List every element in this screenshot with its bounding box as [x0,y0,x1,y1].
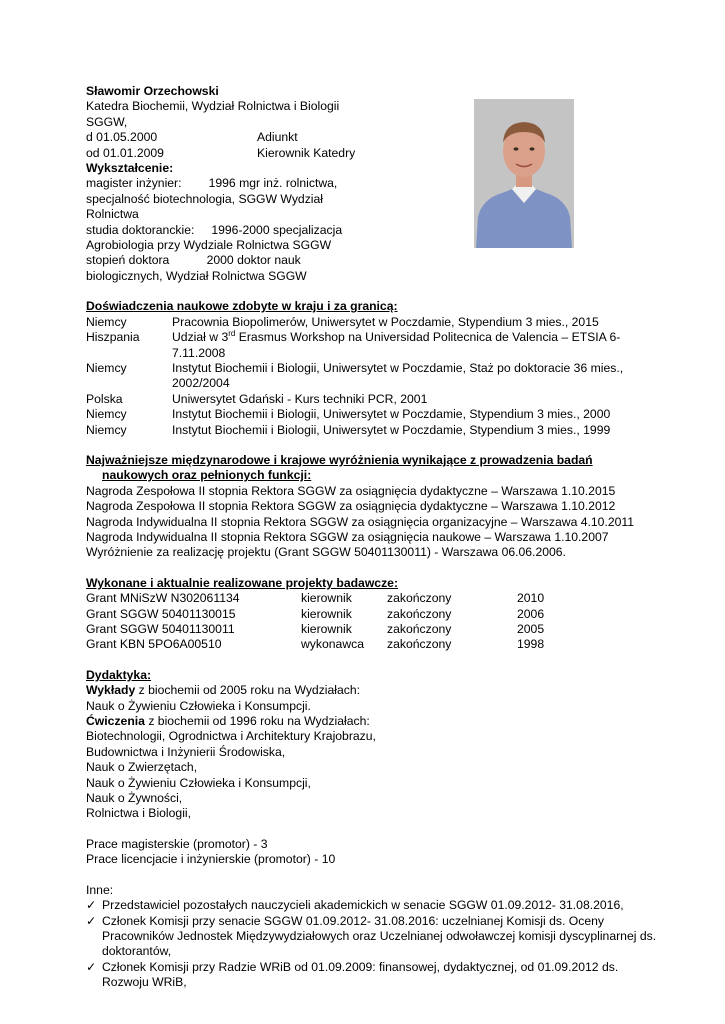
project-year: 1998 [517,637,545,652]
lectures-faculty: Nauk o Żywieniu Człowieka i Konsumpcji. [86,698,311,713]
award-item: Nagroda Indywidualna II stopnia Rektora SGGW za osiągnięcia organizacyjne – Warszawa 4.10.2011 [86,514,635,529]
exercises-faculty: Budownictwa i Inżynierii Środowiska, [86,744,286,759]
checkmark-icon: ✓ [86,959,97,974]
experience-desc: Pracownia Biopolimerów, Uniwersytet w Poczdamie, Stypendium 3 mies., 2015 [172,314,599,329]
project-grant: Grant SGGW 50401130011 [86,622,235,636]
project-status: zakończony [387,591,452,606]
project-row [86,637,661,652]
education-line: Agrobiologia przy Wydziale Rolnictwa SGGW [86,238,332,253]
project-status: zakończony [387,606,452,621]
project-row [86,591,661,606]
experience-row [86,423,661,438]
other-item-text: Członek Komisji przy senacie SGGW 01.09.2012- 31.08.2016: uczelnianej Komisji ds. Oceny Pracowników Jednostek Międzywydziałowych oraz Uczelnianej odwoławczej komisji dyscyplinarnej ds. doktorantów, [102,913,657,959]
education-line: stopień doktora 2000 doktor nauk [86,253,301,268]
experience-row [86,392,661,407]
experience-row [86,315,661,330]
award-item: Nagroda Zespołowa II stopnia Rektora SGGW za osiągnięcia dydaktyczne – Warszawa 1.10.2015 [86,483,616,498]
project-role: kierownik [301,606,352,621]
education-line: magister inżynier: 1996 mgr inż. rolnictwa, [86,176,338,191]
project-grant: Grant KBN 5PO6A00510 [86,637,222,652]
experience-desc: Instytut Biochemii i Biologii, Uniwersytet w Poczdamie, Staż po doktoracie 36 mies., 2002/2004 [172,360,624,391]
affiliation-line: Katedra Biochemii, Wydział Rolnictwa i Biologii [86,99,340,114]
experience-country: Niemcy [86,422,127,437]
cv-document [86,84,661,991]
other-item-text: Przedstawiciel pozostałych nauczycieli akademickich w senacie SGGW 01.09.2012- 31.08.2016, [102,898,624,913]
experience-heading: Doświadczenia naukowe zdobyte w kraju i za granicą: [86,299,398,314]
award-item: Nagroda Zespołowa II stopnia Rektora SGGW za osiągnięcia dydaktyczne – Warszawa 1.10.2012 [86,499,616,514]
exercises-faculty: Rolnictwa i Biologii, [86,806,191,821]
experience-country: Polska [86,391,123,406]
other-item [86,898,661,913]
experience-country: Niemcy [86,407,127,422]
other-item [86,960,661,991]
lectures-line: Wykłady z biochemii od 2005 roku na Wydziałach: [86,683,361,698]
awards-heading: naukowych oraz pełnionych funkcji: [102,468,312,483]
affiliation-line: SGGW, [86,114,128,129]
person-name: Sławomir Orzechowski [86,84,219,98]
exercises-faculty: Nauk o Żywności, [86,791,183,806]
exercises-faculty: Nauk o Zwierzętach, [86,760,198,775]
experience-row [86,361,661,392]
experience-desc: Udział w 3rd Erasmus Workshop na Universidad Politecnica de Valencia – ETSIA 6-7.11.2008 [172,329,621,360]
other-heading: Inne: [86,882,114,897]
experience-row [86,407,661,422]
exercises-line: Ćwiczenia z biochemii od 1996 roku na Wydziałach: [86,714,370,729]
position-title: Kierownik Katedry [257,145,356,160]
projects-heading: Wykonane i aktualnie realizowane projekty badawcze: [86,575,399,590]
education-heading: Wykształcenie: [86,161,174,176]
education-line: Rolnictwa [86,207,139,222]
experience-country: Hiszpania [86,330,140,345]
experience-country: Niemcy [86,314,127,329]
teaching-heading: Dydaktyka: [86,667,152,682]
education-line: biologicznych, Wydział Rolnictwa SGGW [86,268,307,283]
position-title: Adiunkt [257,130,298,145]
project-role: kierownik [301,591,352,606]
experience-desc: Instytut Biochemii i Biologii, Uniwersytet w Poczdamie, Stypendium 3 mies., 1999 [172,422,611,437]
other-item-text: Członek Komisji przy Radzie WRiB od 01.09.2009: finansowej, dydaktycznej, od 01.09.2012 ds. Rozwoju WRiB, [102,959,619,990]
award-item: Nagroda Indywidualna II stopnia Rektora SGGW za osiągnięcia naukowe – Warszawa 1.10.2007 [86,529,609,544]
position-date: d 01.05.2000 [86,130,158,145]
experience-desc: Uniwersytet Gdański - Kurs techniki PCR, 2001 [172,391,428,406]
experience-country: Niemcy [86,360,127,375]
position-row [86,146,661,161]
project-grant: Grant SGGW 50401130015 [86,606,236,621]
project-grant: Grant MNiSzW N302061134 [86,591,240,606]
theses-line: Prace magisterskie (promotor) - 3 [86,836,268,851]
other-item [86,914,661,960]
position-row [86,130,661,145]
project-year: 2006 [517,606,545,621]
education-line: specjalność biotechnologia, SGGW Wydział [86,191,323,206]
project-row [86,607,661,622]
project-role: kierownik [301,622,352,636]
position-date: od 01.01.2009 [86,145,164,160]
checkmark-icon: ✓ [86,898,97,913]
project-role: wykonawca [301,637,364,652]
exercises-faculty: Nauk o Żywieniu Człowieka i Konsumpcji, [86,775,311,790]
project-year: 2005 [517,622,545,636]
project-status: zakończony [387,637,452,652]
theses-line: Prace licencjacie i inżynierskie (promotor) - 10 [86,852,336,867]
project-row [86,622,661,637]
project-status: zakończony [387,622,452,636]
checkmark-icon: ✓ [86,913,97,928]
awards-heading: Najważniejsze międzynarodowe i krajowe wyróżnienia wynikające z prowadzenia badań [86,452,593,467]
education-line: studia doktoranckie: 1996-2000 specjalizacja [86,222,343,237]
experience-desc: Instytut Biochemii i Biologii, Uniwersytet w Poczdamie, Stypendium 3 mies., 2000 [172,407,611,422]
project-year: 2010 [517,591,545,606]
award-item: Wyróżnienie za realizację projektu (Grant SGGW 50401130011) - Warszawa 06.06.2006. [86,545,566,560]
exercises-faculty: Biotechnologii, Ogrodnictwa i Architektury Krajobrazu, [86,729,376,744]
experience-row [86,330,661,361]
